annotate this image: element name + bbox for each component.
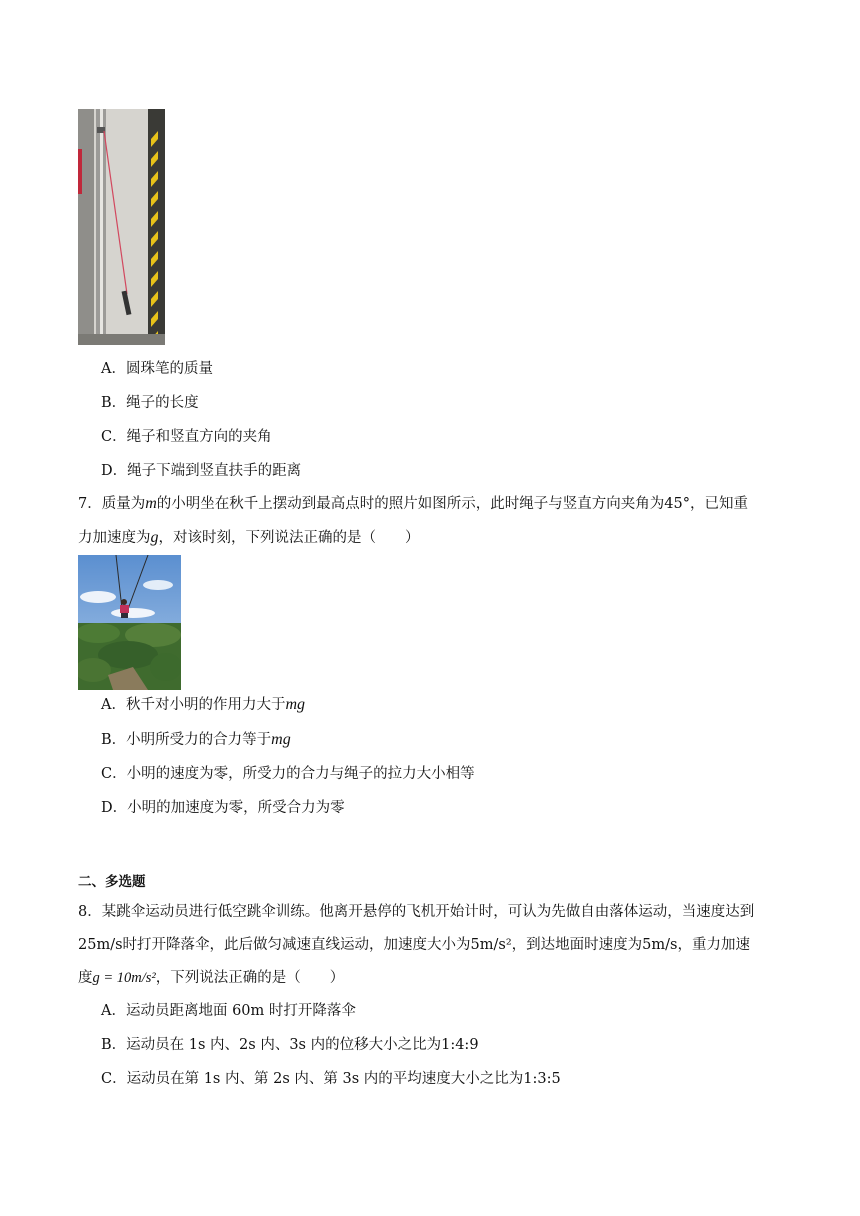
q8-option-a: A．运动员距离地面 60m 时打开降落伞 — [101, 1003, 356, 1019]
q7-option-b: B．小明所受力的合力等于mg — [101, 731, 291, 748]
q8-stem-line1: 8．某跳伞运动员进行低空跳伞训练。他离开悬停的飞机开始计时，可认为先做自由落体运动，当速度达到 — [78, 904, 755, 920]
q7-option-c: C．小明的速度为零，所受力的合力与绳子的拉力大小相等 — [101, 766, 475, 782]
q7-option-d: D．小明的加速度为零，所受合力为零 — [101, 800, 345, 816]
subway-pole-photo — [78, 109, 165, 345]
q6-option-a: A．圆珠笔的质量 — [101, 361, 213, 377]
q6-option-b: B．绳子的长度 — [101, 395, 199, 411]
q6-option-d: D．绳子下端到竖直扶手的距离 — [101, 463, 302, 479]
q8-stem-line3: 度g = 10m/s²，下列说法正确的是（ ） — [78, 970, 345, 986]
q8-option-c: C．运动员在第 1s 内、第 2s 内、第 3s 内的平均速度大小之比为1:3:5 — [101, 1071, 561, 1087]
q7-stem-line2: 力加速度为g，对该时刻，下列说法正确的是（ ） — [78, 529, 420, 546]
section-heading: 二、多选题 — [78, 874, 146, 890]
q7-stem-line1: 7．质量为m的小明坐在秋千上摆动到最高点时的照片如图所示，此时绳子与竖直方向夹角为45°，已知重 — [78, 495, 748, 512]
swing-photo — [78, 555, 181, 690]
q8-stem-line2: 25m/s时打开降落伞，此后做匀减速直线运动，加速度大小为5m/s²，到达地面时速度为5m/s，重力加速 — [78, 937, 750, 953]
q6-option-c: C．绳子和竖直方向的夹角 — [101, 429, 272, 445]
q7-option-a: A．秋千对小明的作用力大于mg — [101, 696, 306, 713]
q8-option-b: B．运动员在 1s 内、2s 内、3s 内的位移大小之比为1:4:9 — [101, 1037, 479, 1053]
